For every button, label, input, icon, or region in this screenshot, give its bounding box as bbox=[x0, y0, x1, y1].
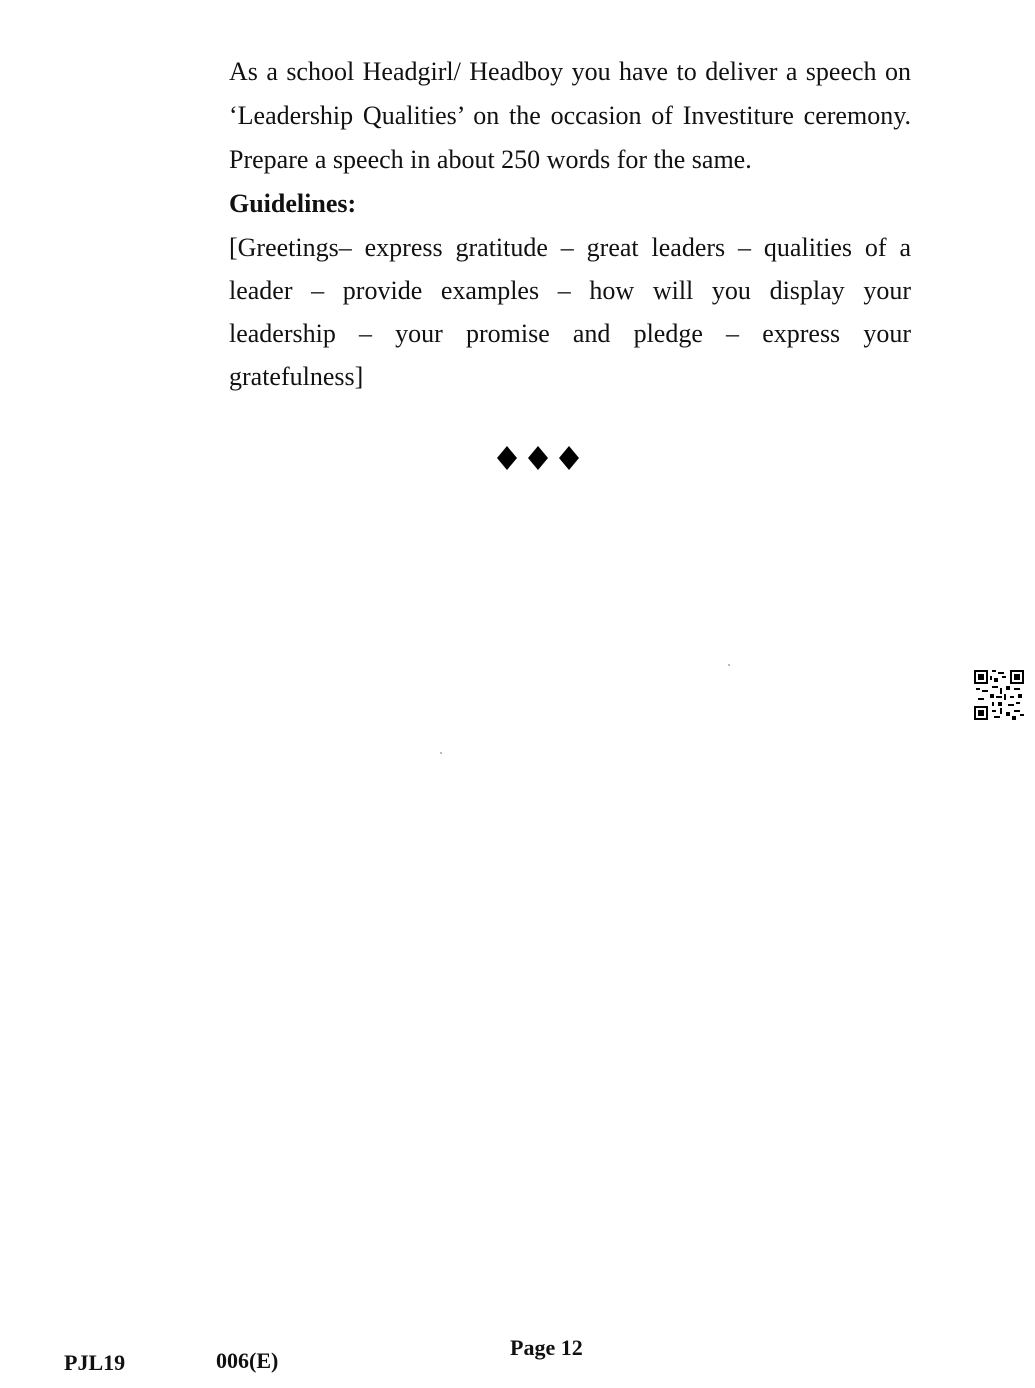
page-number: Page 12 bbox=[510, 1335, 583, 1360]
question-text: As a school Headgirl/ Headboy you have to deliver a speech on ‘Leadership Qualities’ on the occasion of Investiture ceremony. Prepare a speech in about 250 words for the same. bbox=[229, 57, 911, 174]
scan-speck bbox=[440, 752, 442, 754]
paper-code: PJL19 bbox=[64, 1350, 126, 1375]
qr-code-icon bbox=[974, 670, 1024, 720]
three-diamonds-icon bbox=[493, 440, 583, 476]
subject-code: 006(E) bbox=[216, 1348, 279, 1373]
question-block bbox=[229, 50, 911, 398]
guidelines-text: [Greetings– express gratitude – great leaders – qualities of a leader – provide examples – how will you display your leadership – your promise and pledge – express your gratefulness] bbox=[229, 233, 911, 391]
scan-speck bbox=[728, 664, 730, 666]
guidelines-heading: Guidelines: bbox=[229, 189, 357, 218]
